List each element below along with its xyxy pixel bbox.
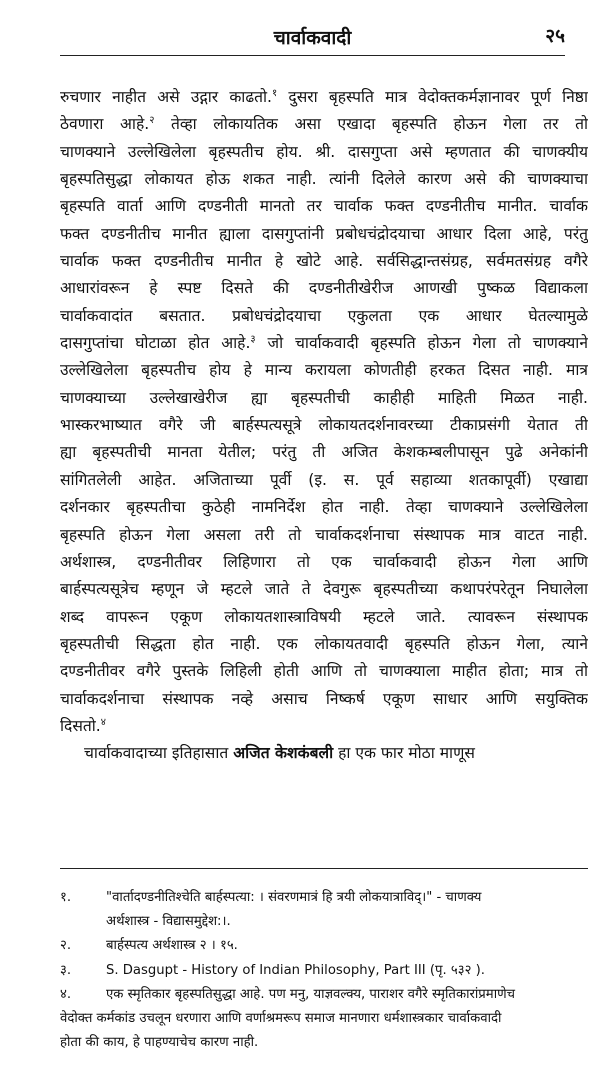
- body-line-text: बृहस्पतीची सिद्धता होत नाही. एक लोकायतवादी बृहस्पति होऊन गेला, त्याने: [60, 634, 588, 653]
- header-rule: [60, 55, 565, 56]
- body-line-text: तेव्हा लोकायतिक असा एखादा बृहस्पति होऊन गेला तर तो: [154, 115, 588, 134]
- footnote-marker: ३: [250, 333, 256, 345]
- body-line-text: जो चार्वाकवादी बृहस्पति होऊन गेला तो चाणक्याने: [255, 334, 588, 353]
- body-line: [60, 139, 588, 166]
- body-line-text: ठेवणारा आहे.: [60, 115, 150, 134]
- footnote-marker: २: [149, 115, 155, 127]
- footnote-text: [106, 934, 588, 958]
- body-line: [60, 111, 588, 138]
- body-line: [60, 686, 588, 713]
- body-line: [60, 193, 588, 220]
- body-line: [60, 84, 588, 111]
- footnote-text: [106, 959, 588, 983]
- body-line-text: चाणक्याने उल्लेखिलेला बृहस्पतीच होय. श्री. दासगुप्ता असे म्हणतात की चाणक्यीय: [60, 142, 588, 161]
- page-number: २५: [545, 25, 565, 47]
- body-line: [60, 522, 588, 549]
- body-line: [60, 631, 588, 658]
- body-line: [60, 357, 588, 384]
- body-line-text: भास्करभाष्यात वगैरे जी बार्हस्पत्यसूत्रे लोकायतदर्शनावरच्या टीकाप्रसंगी येतात ती: [60, 416, 588, 435]
- footnote-text: [106, 983, 588, 1007]
- body-line-text: चार्वाकवादांत बसतात. प्रबोधचंद्रोदयाचा एकुलता एक आधार घेतल्यामुळे: [60, 306, 588, 325]
- body-line-text: दुसरा बृहस्पति मात्र वेदोक्तकर्मज्ञानावर पूर्ण निष्ठा: [277, 88, 588, 106]
- body-line-text: ह्या बृहस्पतीची मानता येतील; परंतु ती अजित केशकम्बलीपासून पुढे अनेकांनी: [60, 443, 588, 462]
- body-line-text: फक्त दण्डनीतीच मानीत ह्याला दासगुप्तांनी प्रबोधचंद्रोदयाचा आधार दिला आहे, परंतु: [60, 224, 588, 243]
- footnote-continuation-line: होता की काय, हे पाहण्याचेच कारण नाही.: [60, 1035, 259, 1051]
- body-line-text: बृहस्पति होऊन गेला असला तरी तो चार्वाकदर्शनाचा संस्थापक मात्र वाटत नाही.: [60, 525, 588, 544]
- body-line: [60, 412, 588, 439]
- footnote-marker: १: [272, 87, 278, 99]
- body-line-text: बृहस्पति वार्ता आणि दण्डनीती मानतो तर चार्वाक फक्त दण्डनीतीच मानीत. चार्वाक: [60, 197, 588, 216]
- body-line-text: दण्डनीतीवर वगैरे पुस्तके लिहिली होती आणि तो चाणक्याला माहीत होता; मात्र तो: [60, 662, 588, 681]
- footnote-marker: ४: [100, 716, 106, 728]
- body-line: [60, 658, 588, 685]
- footnote-rule: [60, 868, 588, 869]
- body-line-text: उल्लेखिलेला बृहस्पतीच होय हे मान्य करायला कोणतीही हरकत दिसत नाही. मात्र: [60, 361, 588, 380]
- body-line: [60, 467, 588, 494]
- paragraph-2: [60, 740, 588, 767]
- footnote-line: बार्हस्पत्य अर्थशास्त्र २ । १५.: [106, 938, 238, 954]
- body-text: [60, 84, 588, 768]
- body-line: [60, 303, 588, 330]
- body-line-text: बृहस्पतिसुद्धा लोकायत होऊ शकत नाही. त्यांनी दिलेले कारण असे की चाणक्याचा: [60, 170, 588, 189]
- emphasized-name: अजित केशकंबली: [233, 744, 334, 763]
- body-line: [60, 494, 588, 521]
- paragraph-1: [60, 84, 588, 740]
- running-title: चार्वाकवादी: [273, 27, 352, 49]
- page-header: [60, 18, 565, 52]
- footnote-number: २.: [60, 938, 72, 954]
- footnote: [60, 934, 588, 958]
- body-line-text: रुचणार नाहीत असे उद्गार काढतो.: [60, 88, 273, 106]
- body-line-text: दिसतो.: [60, 716, 101, 735]
- body-line-text: सांगितलेली आहेत. अजिताच्या पूर्वी (इ. स. पूर्व सहाव्या शतकापूर्वी) एखाद्या: [60, 470, 588, 489]
- footnote-text: [106, 886, 588, 934]
- body-line: [60, 576, 588, 603]
- body-line: [60, 713, 588, 740]
- body-line: [60, 385, 588, 412]
- body-line-text: चार्वाक फक्त दण्डनीतीच मानीत हे खोटे आहे. सर्वसिद्धान्तसंग्रह, सर्वमतसंग्रह वगैरे: [60, 252, 588, 271]
- footnote-number: १.: [60, 890, 72, 905]
- body-line-text: दर्शनकार बृहस्पतीचा कुठेही नामनिर्देश होत नाही. तेव्हा चाणक्याने उल्लेखिलेला: [60, 498, 588, 517]
- body-line-text: अर्थशास्त्र, दण्डनीतीवर लिहिणारा तो एक चार्वाकवादी होऊन गेला आणि: [60, 552, 588, 571]
- footnote: [60, 959, 588, 983]
- body-line: [60, 166, 588, 193]
- body-line-text: शब्द वापरून एकूण लोकायतशास्त्राविषयी म्हटले जाते. त्यावरून संस्थापक: [60, 607, 588, 626]
- body-line: [60, 549, 588, 576]
- footnote-line: अर्थशास्त्र - विद्यासमुद्देश:।.: [106, 914, 231, 930]
- body-line-text: आधारांवरून हे स्पष्ट दिसते की दण्डनीतीखेरीज आणखी पुष्कळ विद्याकला: [60, 279, 588, 298]
- body-line: [60, 439, 588, 466]
- paragraph-2-text: चार्वाकवादाच्या इतिहासात: [84, 744, 234, 763]
- body-line: [60, 248, 588, 275]
- footnote-line: "वार्तादण्डनीतिश्चेति बार्हस्पत्या: । संवरणमात्रं हि त्रयी लोकयात्राविद्।" - चाणक्य: [106, 890, 482, 905]
- footnote: [60, 983, 588, 1007]
- footnote-continuation-line: वेदोक्त कर्मकांड उचलून धरणारा आणि वर्णाश्रमरूप समाज मानणारा धर्मशास्त्रकार चार्वाकवादी: [60, 1011, 502, 1027]
- body-line: [60, 275, 588, 302]
- body-line: [60, 330, 588, 357]
- footnote-number: ४.: [60, 986, 72, 1002]
- footnote: [60, 886, 588, 934]
- footnote-line: S. Dasgupt - History of Indian Philosophy, Part III (पृ. ५३२ ).: [106, 962, 485, 978]
- body-line-text: चाणक्याच्या उल्लेखाखेरीज ह्या बृहस्पतीची काहीही माहिती मिळत नाही.: [60, 388, 588, 407]
- footnote-line: एक स्मृतिकार बृहस्पतिसुद्धा आहे. पण मनु, याज्ञवल्क्य, पाराशर वगैरे स्मृतिकारांप्रमाणेच: [106, 986, 516, 1002]
- paragraph-2-tail: हा एक फार मोठा माणूस: [333, 744, 475, 763]
- body-line: [60, 604, 588, 631]
- footnotes: [60, 886, 588, 1055]
- body-line-text: चार्वाकदर्शनाचा संस्थापक नव्हे असाच निष्कर्ष एकूण साधार आणि सयुक्तिक: [60, 689, 588, 708]
- body-line-text: दासगुप्तांचा घोटाळा होत आहे.: [60, 334, 251, 353]
- body-line-text: बार्हस्पत्यसूत्रेच म्हणून जे म्हटले जाते ते देवगुरू बृहस्पतीच्या कथापरंपरेतून निघालेला: [60, 580, 588, 599]
- footnote-number: ३.: [60, 962, 72, 978]
- body-line: [60, 221, 588, 248]
